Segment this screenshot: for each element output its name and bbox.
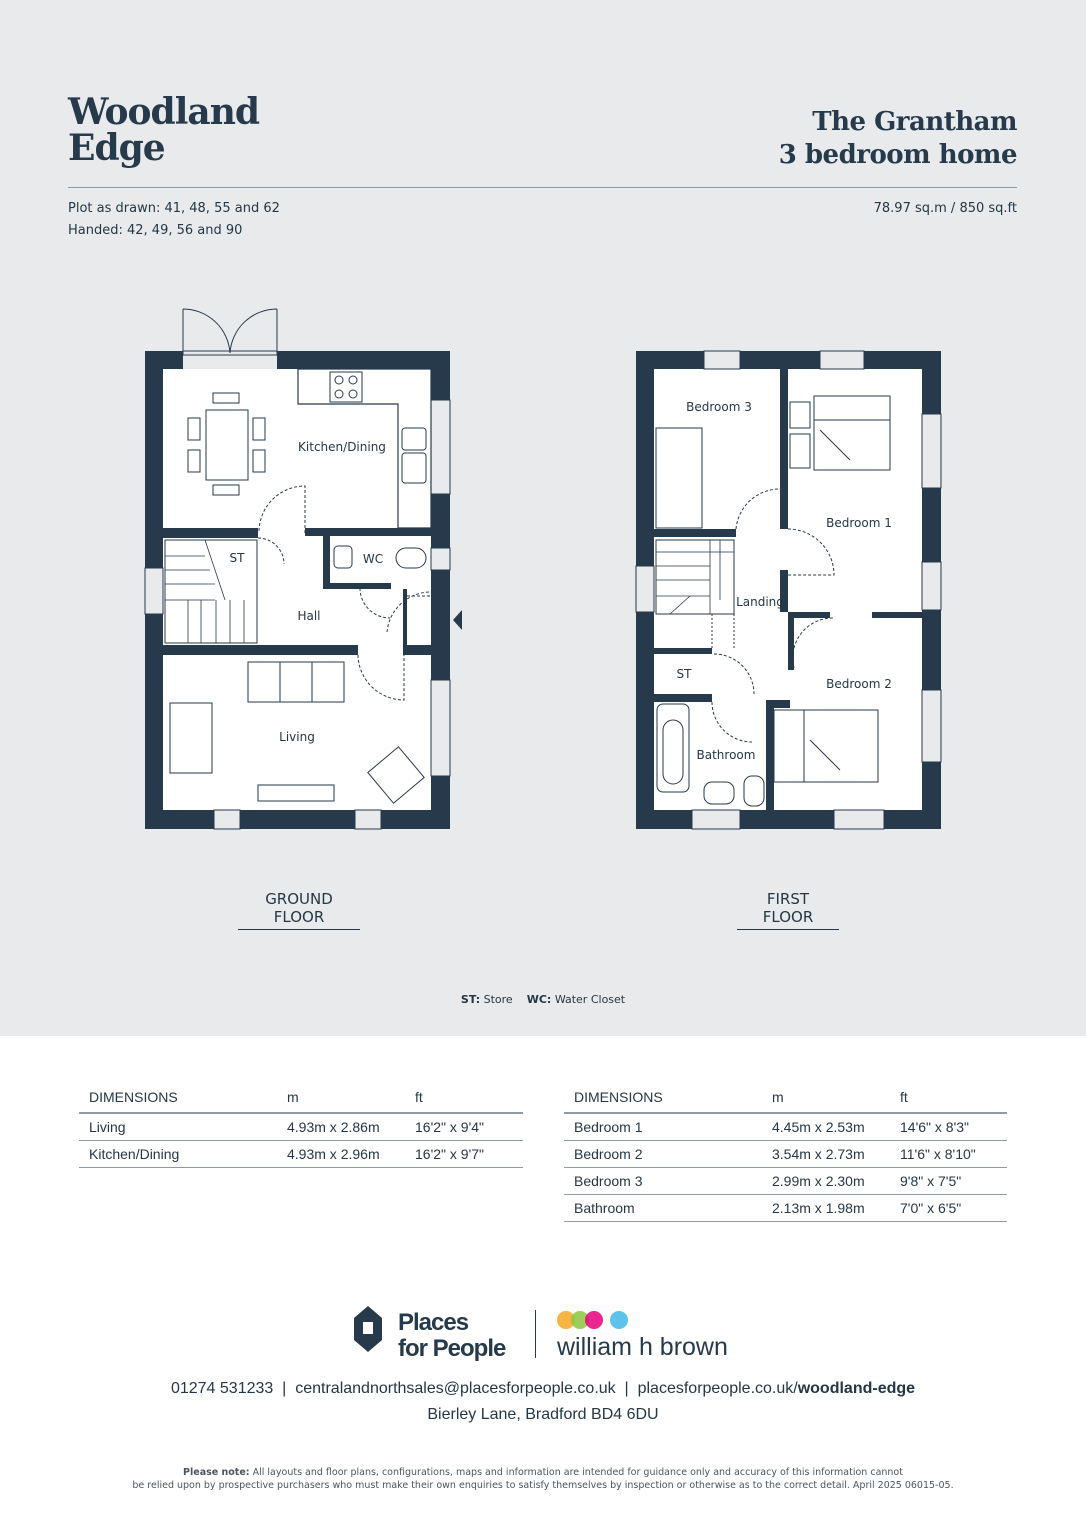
room-name: Bathroom bbox=[564, 1195, 762, 1222]
room-label-bedroom3: Bedroom 3 bbox=[686, 400, 752, 414]
dimension-imperial: 16'2" x 9'4" bbox=[405, 1113, 523, 1141]
table-row bbox=[79, 1113, 523, 1141]
website-link[interactable] bbox=[638, 1380, 915, 1397]
room-label-landing: Landing bbox=[736, 595, 784, 609]
development-title-line1: Woodland bbox=[68, 91, 260, 133]
contact-line bbox=[0, 1380, 1086, 1398]
disclaimer-line2: be relied upon by prospective purchasers who must make their own enquiries to satisfy themselves by inspection or otherwise as to the correct detail. April 2025 06015-05. bbox=[132, 1480, 954, 1491]
disclaimer-text1: All layouts and floor plans, configurations, maps and information are intended for guidance only and accuracy of this information cannot bbox=[252, 1467, 903, 1478]
room-label-hall: Hall bbox=[297, 609, 321, 623]
table-header: m bbox=[277, 1086, 405, 1113]
development-title-line2: Edge bbox=[68, 127, 165, 169]
table-row bbox=[564, 1195, 1007, 1222]
website-prefix: placesforpeople.co.uk/ bbox=[637, 1380, 798, 1397]
dimension-metric: 4.93m x 2.96m bbox=[277, 1141, 405, 1168]
ground-dimensions-table bbox=[79, 1086, 523, 1168]
dimension-imperial: 16'2" x 9'7" bbox=[405, 1141, 523, 1168]
dimension-imperial: 7'0" x 6'5" bbox=[890, 1195, 1007, 1222]
room-name: Living bbox=[79, 1113, 277, 1141]
room-label-kitchen: Kitchen/Dining bbox=[298, 440, 386, 454]
legend-st-value: Store bbox=[483, 993, 513, 1006]
logo-graphics bbox=[0, 1300, 1086, 1370]
room-label-bedroom2: Bedroom 2 bbox=[826, 677, 892, 691]
pfp-line1: Places bbox=[398, 1309, 469, 1336]
room-name: Kitchen/Dining bbox=[79, 1141, 277, 1168]
room-label-store-first: ST bbox=[676, 667, 692, 681]
table-header: m bbox=[762, 1086, 890, 1113]
separator: | bbox=[282, 1380, 287, 1397]
address: Bierley Lane, Bradford BD4 6DU bbox=[427, 1406, 659, 1423]
disclaimer-lead: Please note: bbox=[183, 1467, 250, 1478]
legend-st-key: ST: bbox=[460, 993, 481, 1006]
william-h-brown-logo bbox=[556, 1311, 728, 1361]
house-name: The Grantham bbox=[812, 107, 1017, 137]
whb-wordmark: william h brown bbox=[557, 1333, 728, 1361]
room-label-bedroom1: Bedroom 1 bbox=[826, 516, 892, 530]
dimension-metric: 2.13m x 1.98m bbox=[762, 1195, 890, 1222]
first-floor-label: FIRST FLOOR bbox=[737, 890, 839, 930]
table-row bbox=[564, 1141, 1007, 1168]
dimension-metric: 3.54m x 2.73m bbox=[762, 1141, 890, 1168]
brand-dot-pink bbox=[585, 1311, 603, 1329]
plots-handed: Handed: 42, 49, 56 and 90 bbox=[68, 223, 243, 238]
room-label-living: Living bbox=[279, 730, 315, 744]
ground-floor-label: GROUND FLOOR bbox=[238, 890, 360, 930]
website-path: woodland-edge bbox=[797, 1380, 916, 1397]
room-label-store-ground: ST bbox=[229, 551, 245, 565]
table-row bbox=[564, 1113, 1007, 1141]
dimension-metric: 4.93m x 2.86m bbox=[277, 1113, 405, 1141]
table-header: ft bbox=[405, 1086, 523, 1113]
dimension-imperial: 11'6" x 8'10" bbox=[890, 1141, 1007, 1168]
first-floor-plan bbox=[636, 351, 941, 829]
brand-dot-blue bbox=[610, 1311, 628, 1329]
legend-wc-value: Water Closet bbox=[554, 993, 626, 1006]
room-label-bathroom: Bathroom bbox=[696, 748, 756, 762]
first-dimensions-table bbox=[564, 1086, 1007, 1222]
house-bedrooms: 3 bedroom home bbox=[778, 140, 1017, 170]
disclaimer-line1 bbox=[0, 1466, 1086, 1479]
dimension-metric: 4.45m x 2.53m bbox=[762, 1113, 890, 1141]
room-name: Bedroom 2 bbox=[564, 1141, 762, 1168]
logo-divider bbox=[535, 1310, 536, 1358]
table-row bbox=[564, 1168, 1007, 1195]
pfp-line2: for People bbox=[398, 1335, 506, 1362]
table-header: DIMENSIONS bbox=[564, 1086, 762, 1113]
email-link[interactable]: centralandnorthsales@placesforpeople.co.uk bbox=[295, 1380, 616, 1397]
dimension-imperial: 14'6" x 8'3" bbox=[890, 1113, 1007, 1141]
abbreviation-legend bbox=[0, 993, 1086, 1006]
phone-number[interactable]: 01274 531233 bbox=[170, 1380, 274, 1397]
brand-logos bbox=[0, 1300, 1086, 1370]
separator: | bbox=[624, 1380, 629, 1397]
room-name: Bedroom 3 bbox=[564, 1168, 762, 1195]
plots-drawn: Plot as drawn: 41, 48, 55 and 62 bbox=[68, 201, 280, 216]
room-name: Bedroom 1 bbox=[564, 1113, 762, 1141]
dimension-imperial: 9'8" x 7'5" bbox=[890, 1168, 1007, 1195]
ground-floor-plan bbox=[145, 309, 462, 829]
legend-wc-key: WC: bbox=[526, 993, 552, 1006]
room-label-wc: WC bbox=[362, 552, 384, 566]
places-for-people-logo bbox=[354, 1306, 506, 1362]
table-row bbox=[79, 1141, 523, 1168]
table-header: DIMENSIONS bbox=[79, 1086, 277, 1113]
dimension-metric: 2.99m x 2.30m bbox=[762, 1168, 890, 1195]
disclaimer bbox=[0, 1466, 1086, 1492]
table-header: ft bbox=[890, 1086, 1007, 1113]
floor-area: 78.97 sq.m / 850 sq.ft bbox=[873, 201, 1017, 216]
